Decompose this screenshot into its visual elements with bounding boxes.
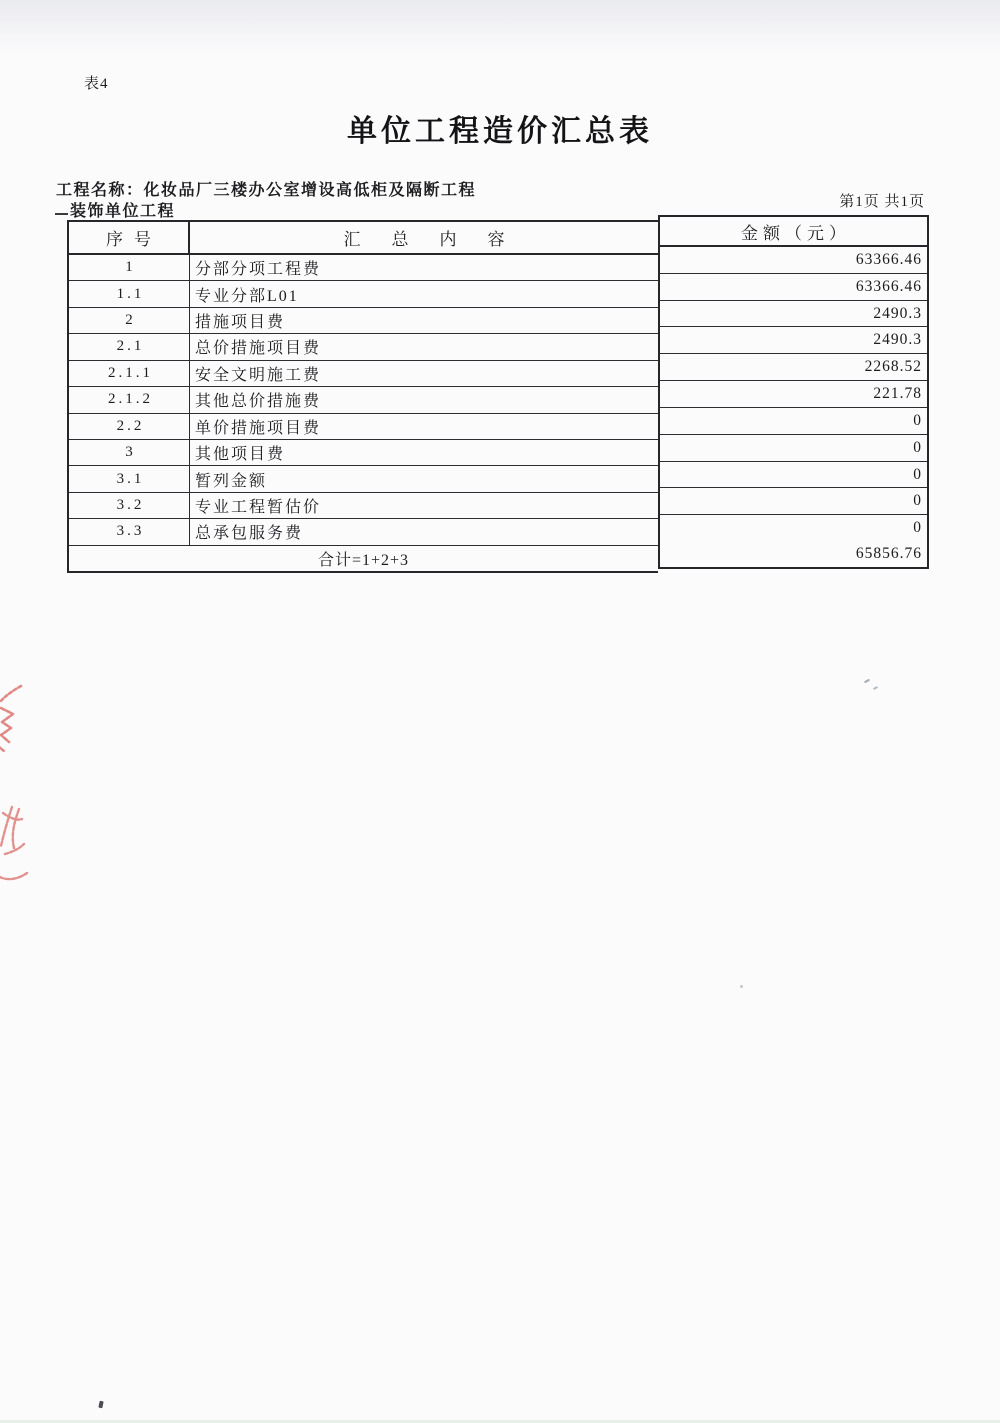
row-no-cell: 2.1 [69, 334, 190, 359]
page-indicator: 第1页 共1页 [839, 194, 925, 210]
header-cell-content: 汇总内容 [343, 230, 536, 249]
row-content-cell: 专业分部L01 [195, 287, 299, 305]
table-row [69, 281, 658, 307]
row-amount-cell: 0 [660, 408, 927, 435]
underscore-mark [55, 213, 68, 215]
row-no-cell: 3.3 [69, 519, 190, 544]
scan-speck [98, 1401, 103, 1409]
table-row [69, 255, 658, 281]
row-content-cell: 安全文明施工费 [195, 366, 322, 384]
row-amount-cell: 63366.46 [660, 247, 927, 274]
row-no-cell: 3.2 [69, 493, 190, 518]
row-content-cell: 单价措施项目费 [195, 419, 322, 437]
summary-table-amount-column [658, 215, 929, 569]
row-content-cell: 总承包服务费 [195, 525, 304, 543]
unit-project-label: 装饰单位工程 [70, 203, 176, 220]
table-row [69, 361, 658, 387]
row-content-cell: 专业工程暂估价 [195, 499, 322, 516]
row-no-cell: 1 [69, 255, 190, 280]
scan-speck [740, 985, 743, 988]
row-content-cell: 暂列金额 [195, 472, 268, 490]
row-amount-cell: 63366.46 [660, 274, 927, 301]
row-amount-cell: 2268.52 [660, 354, 927, 381]
row-amount-cell: 2490.3 [660, 327, 927, 354]
scan-speck [864, 679, 870, 684]
table-row [69, 414, 658, 440]
row-amount-cell: 2490.3 [660, 301, 927, 328]
total-row-label: 合计=1+2+3 [317, 551, 410, 569]
row-no-cell: 3 [69, 440, 190, 465]
row-amount-cell: 0 [660, 435, 927, 462]
page-title: 单位工程造价汇总表 [347, 115, 653, 148]
row-amount-cell: 0 [660, 488, 927, 515]
header-cell-no: 序号 [69, 222, 190, 253]
row-no-cell: 2 [69, 308, 190, 333]
project-name-label: 工程名称：化妆品厂三楼办公室增设高低柜及隔断工程 [56, 182, 477, 199]
summary-table-left [67, 220, 658, 573]
scan-speck [873, 686, 878, 690]
row-content-cell: 总价措施项目费 [195, 340, 322, 358]
total-amount-cell: 65856.76 [855, 545, 922, 563]
table-header-row [69, 222, 658, 255]
row-content-cell: 其他总价措施费 [195, 393, 322, 411]
row-no-cell: 1.1 [69, 281, 190, 306]
table-row [69, 519, 658, 545]
row-content-cell: 分部分项工程费 [195, 261, 322, 279]
table-row [69, 387, 658, 413]
table-row [69, 308, 658, 334]
row-no-cell: 2.1.2 [69, 387, 190, 412]
red-signature-stamp [0, 800, 31, 884]
row-content-cell: 措施项目费 [195, 314, 286, 332]
row-amount-cell: 221.78 [660, 381, 927, 408]
table-row [69, 466, 658, 492]
table-row [69, 493, 658, 519]
row-content-cell: 其他项目费 [195, 446, 286, 464]
row-amount-cell: 0 [913, 519, 922, 537]
row-no-cell: 3.1 [69, 466, 190, 491]
header-cell-amount: 金额（元） [660, 217, 927, 247]
red-seal-stamp [0, 683, 25, 755]
row-amount-cell: 0 [660, 462, 927, 489]
form-number-label: 表4 [84, 76, 109, 92]
row-no-cell: 2.2 [69, 414, 190, 439]
row-no-cell: 2.1.1 [69, 361, 190, 386]
table-row [69, 334, 658, 360]
table-row [69, 440, 658, 466]
